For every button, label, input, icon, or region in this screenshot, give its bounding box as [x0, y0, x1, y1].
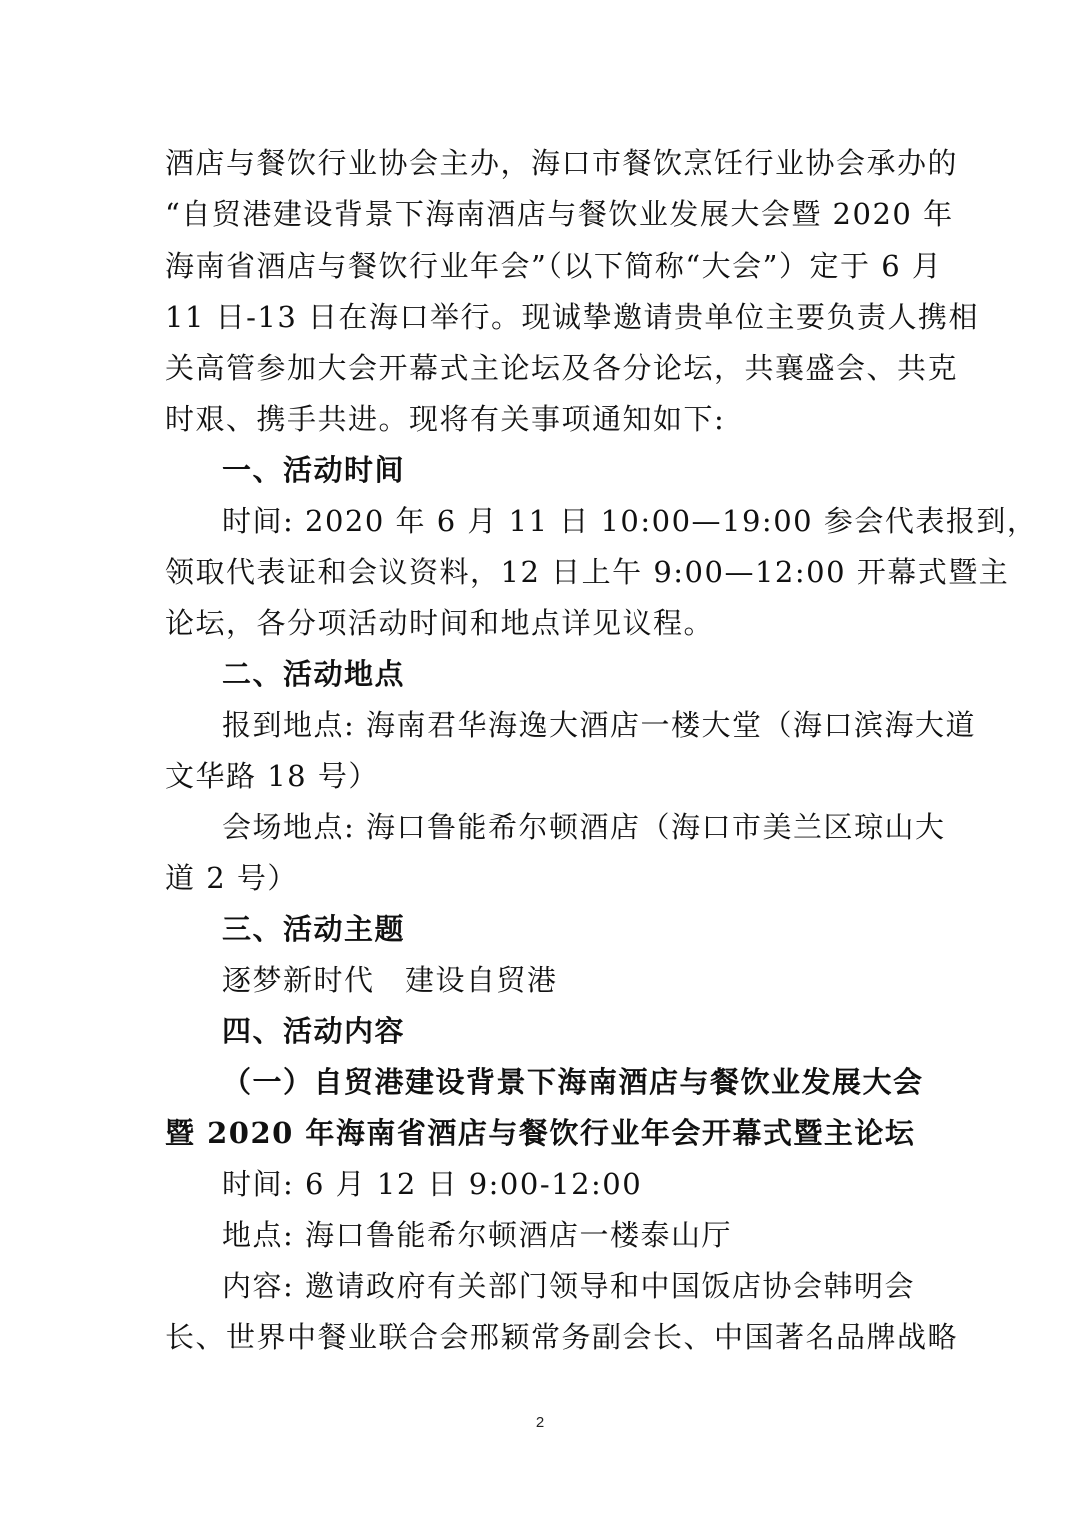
paragraph-line: 时间: 2020 年 6 月 11 日 10:00—19:00 参会代表报到， — [222, 504, 1038, 538]
paragraph-line: 领取代表证和会议资料，12 日上午 9:00—12:00 开幕式暨主 — [165, 555, 1010, 589]
paragraph-line: 内容: 邀请政府有关部门领导和中国饭店协会韩明会 — [222, 1269, 915, 1303]
subsection-heading: （一）自贸港建设背景下海南酒店与餐饮业发展大会 — [222, 1065, 924, 1099]
paragraph-line: 会场地点: 海口鲁能希尔顿酒店（海口市美兰区琼山大 — [222, 810, 946, 844]
page-number: 2 — [535, 1414, 545, 1431]
section-heading-location: 二、活动地点 — [222, 657, 406, 691]
section-heading-time: 一、活动时间 — [222, 453, 406, 487]
paragraph-line: 道 2 号） — [165, 861, 298, 895]
paragraph-line: 地点: 海口鲁能希尔顿酒店一楼泰山厅 — [222, 1218, 732, 1252]
paragraph-line: 逐梦新时代 建设自贸港 — [222, 963, 558, 997]
paragraph-line: 论坛，各分项活动时间和地点详见议程。 — [165, 606, 715, 640]
paragraph-line: 时艰、携手共进。现将有关事项通知如下: — [165, 402, 726, 436]
paragraph-line: “自贸港建设背景下海南酒店与餐饮业发展大会暨 2020 年 — [165, 197, 954, 231]
section-heading-content: 四、活动内容 — [222, 1014, 406, 1048]
paragraph-line: 时间: 6 月 12 日 9:00-12:00 — [222, 1167, 643, 1201]
paragraph-line: 11 日-13 日在海口举行。现诚挚邀请贵单位主要负责人携相 — [165, 300, 980, 334]
paragraph-line: 酒店与餐饮行业协会主办，海口市餐饮烹饪行业协会承办的 — [165, 146, 959, 180]
paragraph-line: 海南省酒店与餐饮行业年会”（以下简称“大会”）定于 6 月 — [165, 249, 943, 283]
section-heading-theme: 三、活动主题 — [222, 912, 406, 946]
subsection-heading: 暨 2020 年海南省酒店与餐饮行业年会开幕式暨主论坛 — [165, 1116, 916, 1150]
paragraph-line: 长、世界中餐业联合会邢颖常务副会长、中国著名品牌战略 — [165, 1320, 959, 1354]
paragraph-line: 关高管参加大会开幕式主论坛及各分论坛，共襄盛会、共克 — [165, 351, 959, 385]
paragraph-line: 报到地点: 海南君华海逸大酒店一楼大堂（海口滨海大道 — [222, 708, 976, 742]
paragraph-line: 文华路 18 号） — [165, 759, 379, 793]
